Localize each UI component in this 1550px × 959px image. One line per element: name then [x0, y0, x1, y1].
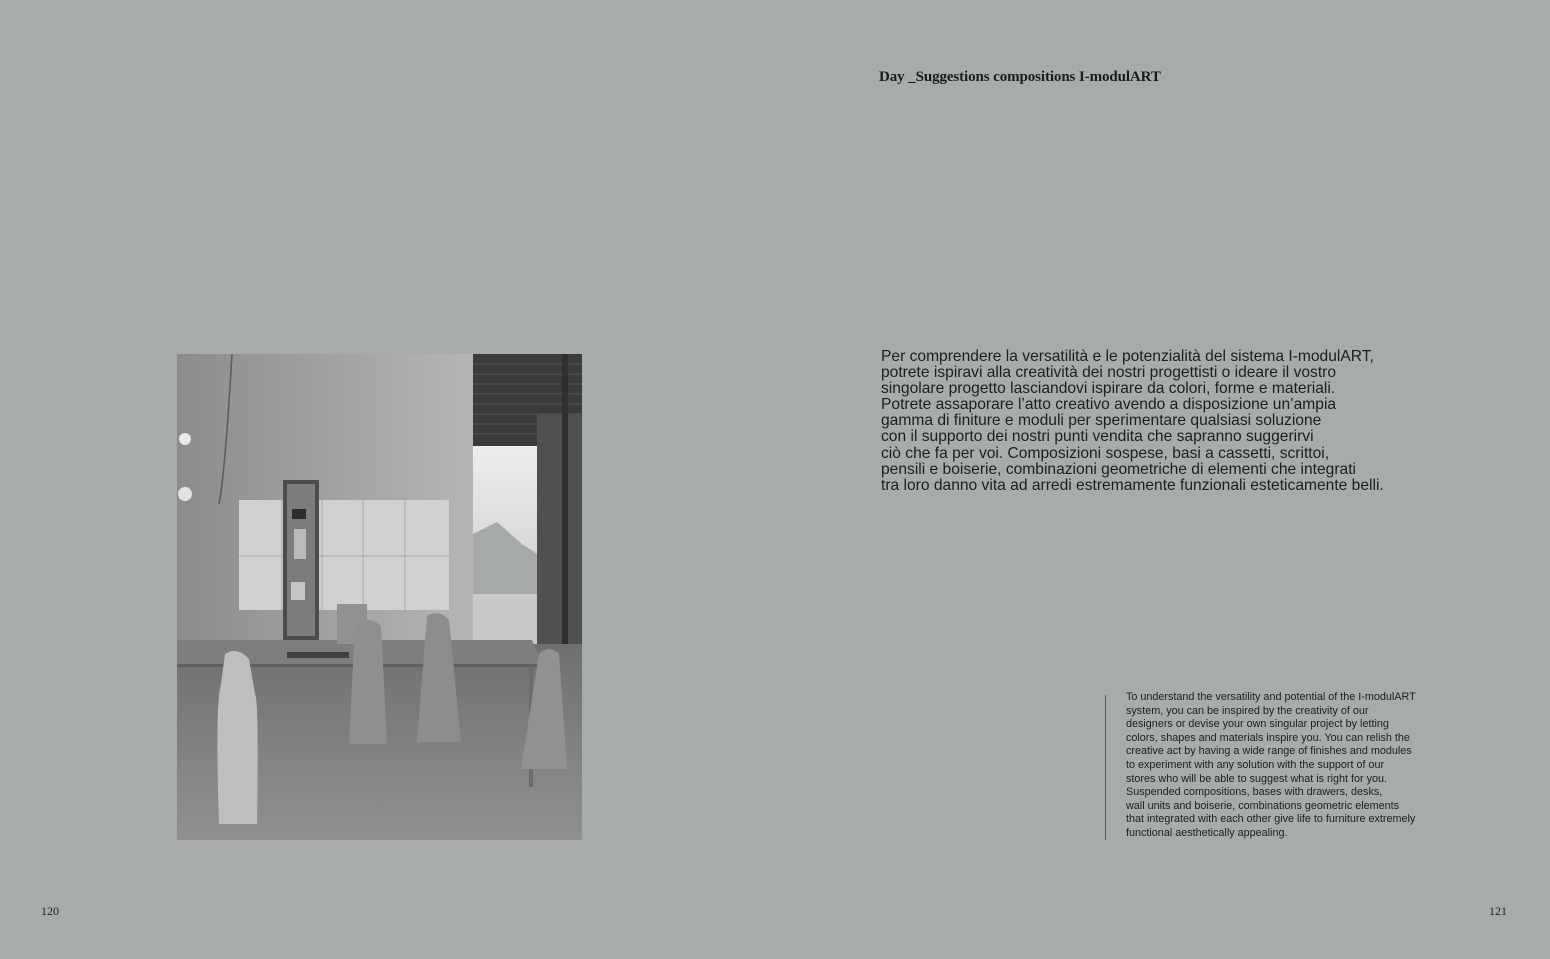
text-line: potrete ispiravi alla creatività dei nostri progettisti o ideare il vostro — [881, 364, 1337, 382]
text-line: singolare progetto lasciandovi ispirare da colori, forme e materiali. — [881, 380, 1336, 398]
interior-photo — [177, 354, 582, 840]
text-line: to experiment with any solution with the support of our — [1126, 758, 1385, 771]
text-line: system, you can be inspired by the creativity of our — [1126, 704, 1369, 717]
page-number-right: 121 — [1489, 904, 1507, 918]
text-line: stores who will be able to suggest what is right for you. — [1126, 772, 1388, 785]
text-line: Per comprendere la versatilità e le potenzialità del sistema I-modulART, — [881, 348, 1374, 365]
text-line: gamma di finiture e moduli per sperimentare qualsiasi soluzione — [881, 412, 1322, 430]
text-line: pensili e boiserie, combinazioni geometriche di elementi che integrati — [881, 460, 1357, 478]
italian-body-text — [881, 349, 1401, 494]
text-line: colors, shapes and materials inspire you. You can relish the — [1126, 731, 1410, 744]
english-body-text — [1126, 691, 1446, 841]
text-line: tra loro danno vita ad arredi estremamente funzionali esteticamente belli. — [881, 476, 1384, 494]
section-heading: Day _Suggestions compositions I-modulART — [879, 69, 1161, 85]
text-line: ciò che fa per voi. Composizioni sospese, basi a cassetti, scrittoi, — [881, 444, 1330, 462]
page-number-left: 120 — [41, 904, 59, 918]
text-line: Suspended compositions, bases with drawers, desks, — [1126, 786, 1383, 799]
text-line: that integrated with each other give life to furniture extremely — [1126, 813, 1416, 826]
vertical-rule — [1105, 695, 1106, 840]
text-line: Potrete assaporare l’atto creativo avendo a disposizione un’ampia — [881, 396, 1337, 414]
text-line: creative act by having a wide range of finishes and modules — [1126, 745, 1412, 758]
text-line: functional aesthetically appealing. — [1126, 826, 1288, 839]
text-line: con il supporto dei nostri punti vendita che sapranno suggerirvi — [881, 428, 1314, 446]
text-line: designers or devise your own singular project by letting — [1126, 718, 1389, 731]
text-line: To understand the versatility and potential of the I-modulART — [1126, 691, 1416, 703]
text-line: wall units and boiserie, combinations geometric elements — [1126, 799, 1400, 812]
